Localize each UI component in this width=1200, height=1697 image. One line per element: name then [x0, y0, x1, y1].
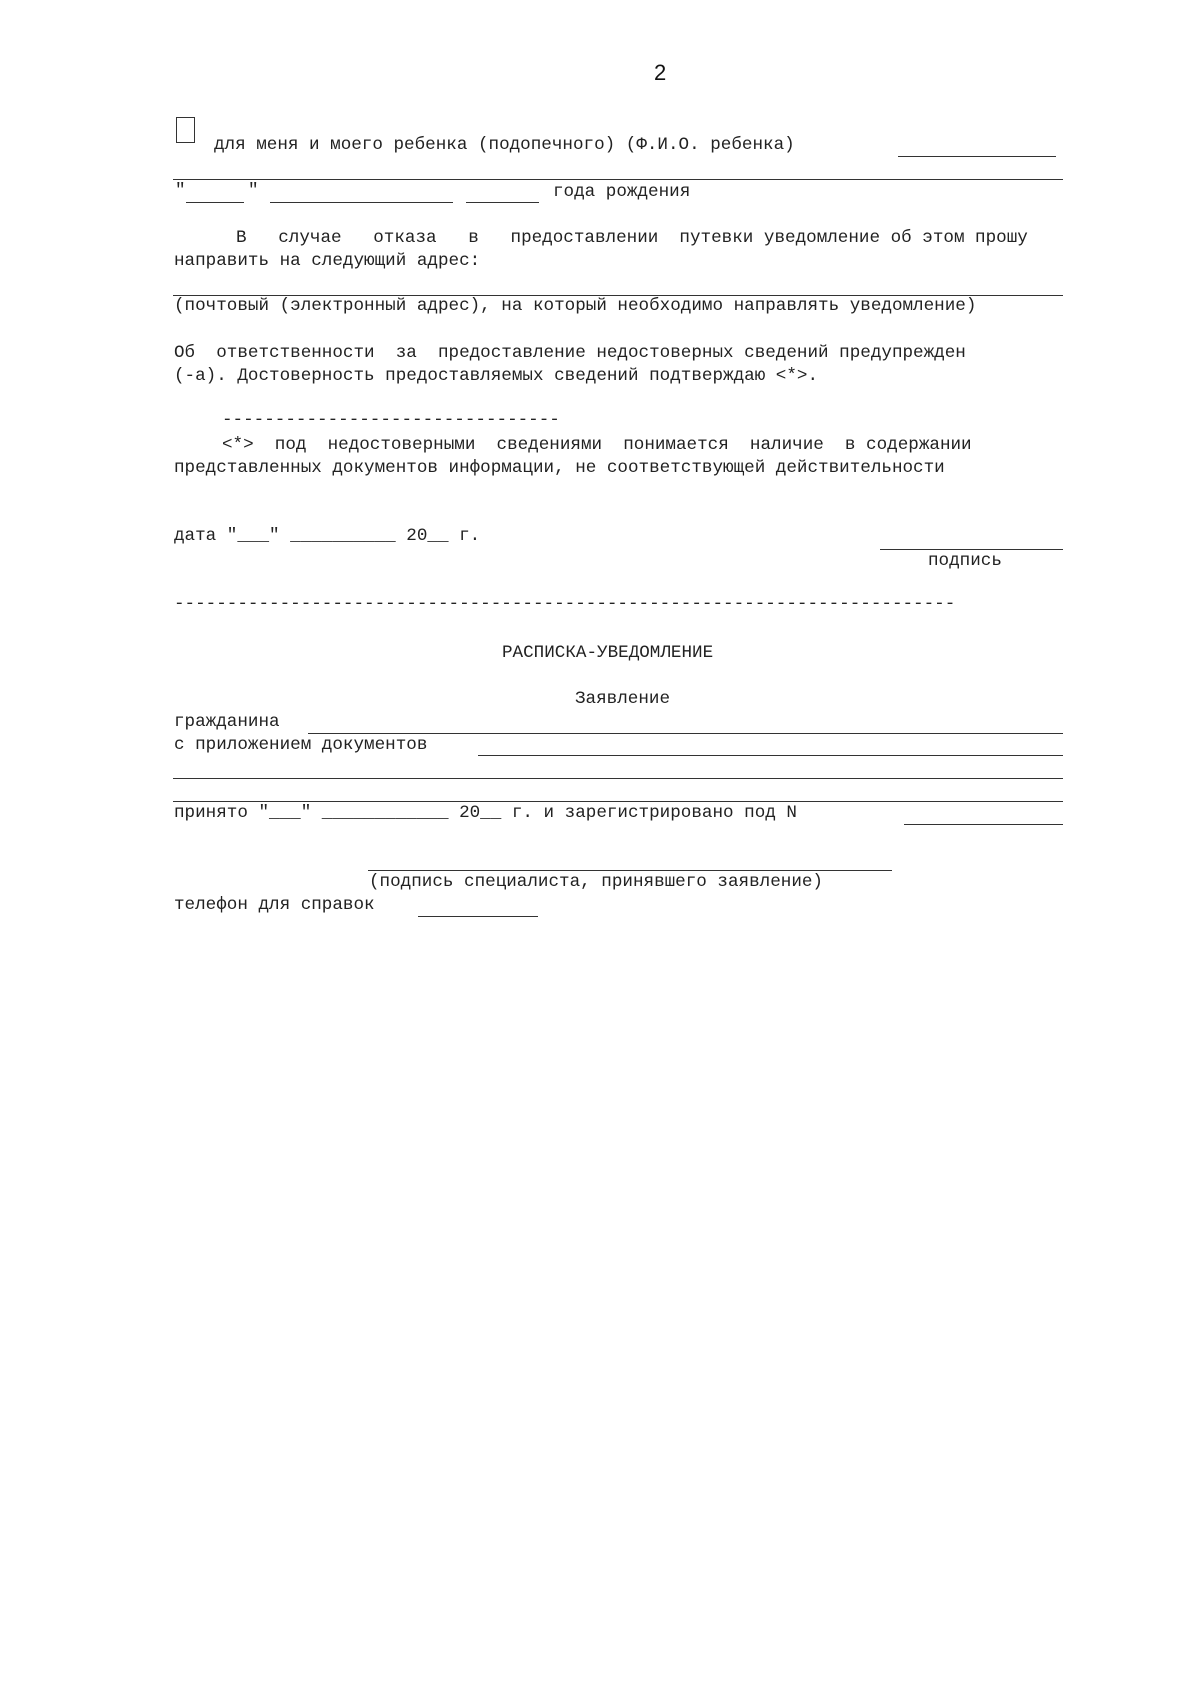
- birth-month-blank[interactable]: [270, 202, 453, 203]
- child-name-blank[interactable]: [898, 156, 1056, 157]
- documents-line[interactable]: [478, 755, 1063, 756]
- registration-number-line[interactable]: [904, 824, 1063, 825]
- birth-year-label: года рождения: [553, 182, 691, 202]
- accepted-label: принято "___" ____________ 20__ г. и зарегистрировано под N: [174, 803, 797, 823]
- cut-line: --------------------------------------------------------------------------: [174, 594, 956, 614]
- child-checkbox[interactable]: [176, 117, 195, 143]
- specialist-caption: (подпись специалиста, принявшего заявление): [369, 872, 823, 892]
- page-number: 2: [654, 60, 667, 85]
- responsibility-line2: (-а). Достоверность предоставляемых сведений подтверждаю <*>.: [174, 366, 819, 386]
- specialist-signature-line[interactable]: [368, 870, 892, 871]
- documents-extra-line1[interactable]: [173, 778, 1063, 779]
- citizen-label: гражданина: [174, 712, 280, 732]
- footnote-line2: представленных документов информации, не соответствующей действительности: [174, 458, 945, 478]
- receipt-title: РАСПИСКА-УВЕДОМЛЕНИЕ: [502, 643, 714, 663]
- birth-quote-open: ": [175, 181, 186, 201]
- child-line-text: для меня и моего ребенка (подопечного) (Ф.И.О. ребенка): [214, 135, 795, 155]
- date-label: дата "___" __________ 20__ г.: [174, 526, 481, 546]
- footnote-separator: --------------------------------: [222, 410, 560, 430]
- phone-line[interactable]: [418, 916, 538, 917]
- refusal-text-line2: направить на следующий адрес:: [174, 251, 481, 271]
- birth-year-blank[interactable]: [466, 202, 539, 203]
- refusal-text-line1: В случае отказа в предоставлении путевки уведомление об этом прошу: [236, 228, 1028, 248]
- signature-caption: подпись: [928, 551, 1002, 571]
- footnote-line1: <*> под недостоверными сведениями понимается наличие в содержании: [222, 435, 972, 455]
- documents-extra-line2[interactable]: [173, 801, 1063, 802]
- child-name-line[interactable]: [173, 179, 1063, 180]
- citizen-name-line[interactable]: [308, 733, 1063, 734]
- documents-label: с приложением документов: [174, 735, 428, 755]
- phone-label: телефон для справок: [174, 895, 375, 915]
- birth-quote-close: ": [248, 181, 259, 201]
- responsibility-line1: Об ответственности за предоставление недостоверных сведений предупрежден: [174, 343, 966, 363]
- receipt-subtitle: Заявление: [575, 689, 671, 709]
- birth-day-blank[interactable]: [186, 202, 244, 203]
- signature-line[interactable]: [880, 549, 1063, 550]
- address-caption: (почтовый (электронный адрес), на который необходимо направлять уведомление): [174, 296, 977, 316]
